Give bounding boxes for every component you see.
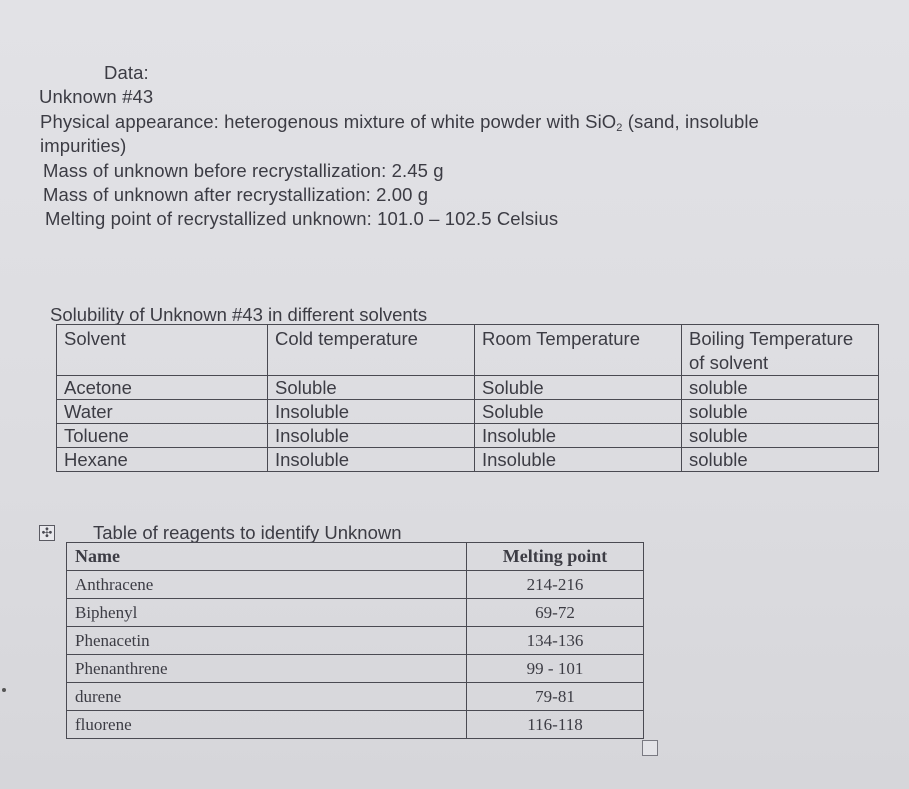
table-cell: Soluble <box>268 376 475 400</box>
table-cell: Anthracene <box>67 571 467 599</box>
table-row <box>67 599 644 627</box>
solubility-title: Solubility of Unknown #43 in different solvents <box>50 304 428 325</box>
table-row <box>67 655 644 683</box>
header-line: Boiling Temperature <box>689 328 854 349</box>
table-header-row <box>57 325 879 376</box>
table-cell: soluble <box>682 448 879 472</box>
speck-decoration <box>2 688 6 692</box>
appearance-continuation: impurities) <box>40 135 127 156</box>
table-resize-handle-icon[interactable] <box>642 740 658 756</box>
table-cell: Soluble <box>475 376 682 400</box>
solubility-table <box>56 324 879 472</box>
melting-point: Melting point of recrystallized unknown: 101.0 – 102.5 Celsius <box>45 208 559 229</box>
table-cell: Hexane <box>57 448 268 472</box>
table-header-row <box>67 543 644 571</box>
table-move-handle-icon[interactable]: ✣ <box>39 525 55 541</box>
table-row <box>57 424 879 448</box>
table-cell: soluble <box>682 376 879 400</box>
header-cell: Melting point <box>467 543 644 571</box>
header-cell: Cold temperature <box>268 325 475 376</box>
table-cell: Insoluble <box>268 424 475 448</box>
reagents-table <box>66 542 644 739</box>
table-cell: fluorene <box>67 711 467 739</box>
table-cell: Insoluble <box>475 448 682 472</box>
table-cell: soluble <box>682 400 879 424</box>
table-cell: 79-81 <box>467 683 644 711</box>
table-row <box>57 376 879 400</box>
table-row <box>67 711 644 739</box>
table-cell: soluble <box>682 424 879 448</box>
table-cell: Water <box>57 400 268 424</box>
table-cell: Phenanthrene <box>67 655 467 683</box>
header-cell: Room Temperature <box>475 325 682 376</box>
mass-before: Mass of unknown before recrystallization: 2.45 g <box>43 160 444 181</box>
appearance-text-end: (sand, insoluble <box>622 111 759 132</box>
physical-appearance <box>40 111 759 134</box>
mass-after: Mass of unknown after recrystallization: 2.00 g <box>43 184 429 205</box>
table-row <box>67 627 644 655</box>
table-cell: 134-136 <box>467 627 644 655</box>
table-cell: 116-118 <box>467 711 644 739</box>
header-cell: Solvent <box>57 325 268 376</box>
header-line: of solvent <box>689 352 769 373</box>
header-cell: Name <box>67 543 467 571</box>
table-cell: 69-72 <box>467 599 644 627</box>
table-cell: durene <box>67 683 467 711</box>
appearance-text: Physical appearance: heterogenous mixture of white powder with SiO <box>40 111 617 132</box>
table-row <box>67 571 644 599</box>
appearance-subscript: 2 <box>616 122 623 134</box>
table-cell: Insoluble <box>268 448 475 472</box>
table-cell: Soluble <box>475 400 682 424</box>
table-cell: Insoluble <box>268 400 475 424</box>
table-cell: Toluene <box>57 424 268 448</box>
table-cell: Insoluble <box>475 424 682 448</box>
table-cell: Biphenyl <box>67 599 467 627</box>
header-cell <box>682 325 879 376</box>
table-cell: Acetone <box>57 376 268 400</box>
table-cell: 214-216 <box>467 571 644 599</box>
unknown-id: Unknown #43 <box>39 86 154 107</box>
table-row <box>57 448 879 472</box>
table-cell: Phenacetin <box>67 627 467 655</box>
reagents-title: Table of reagents to identify Unknown <box>93 522 402 543</box>
data-heading: Data: <box>104 62 149 83</box>
table-cell: 99 - 101 <box>467 655 644 683</box>
table-row <box>67 683 644 711</box>
table-row <box>57 400 879 424</box>
